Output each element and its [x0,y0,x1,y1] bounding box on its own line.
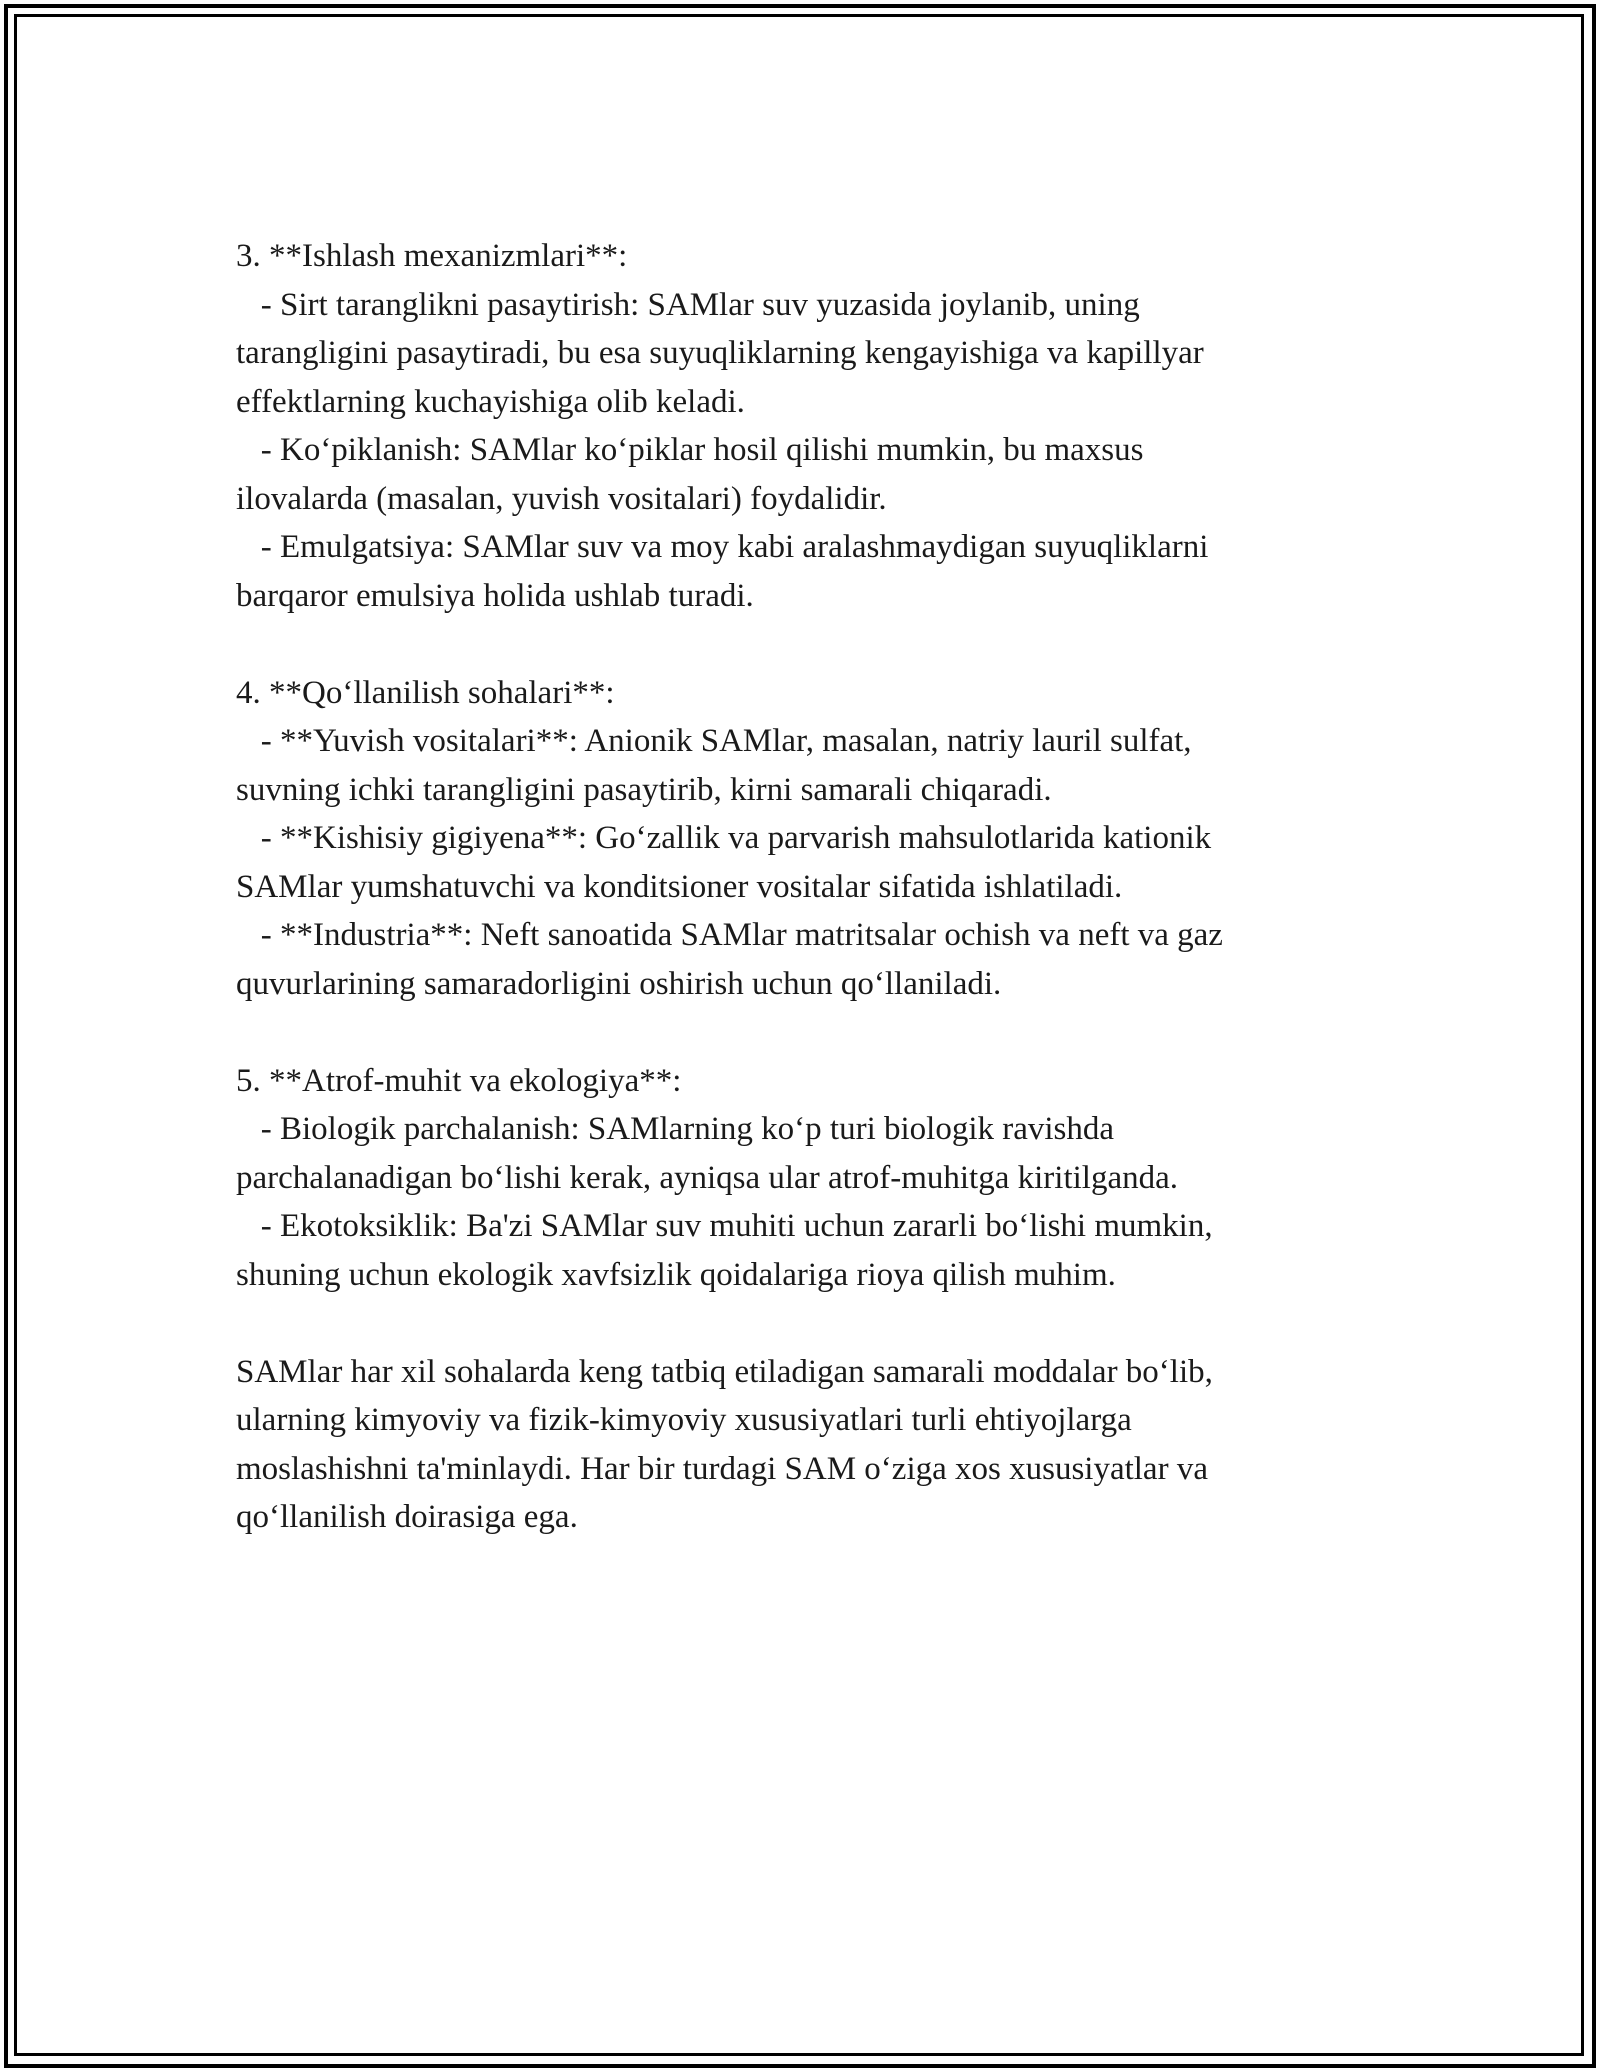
text-line: ularning kimyoviy va fizik-kimyoviy xususiyatlari turli ehtiyojlarga [236,1402,1132,1438]
text-line: SAMlar har xil sohalarda keng tatbiq etiladigan samarali moddalar bo‘lib, [236,1353,1213,1390]
text-line: qo‘llanilish doirasiga ega. [236,1499,578,1535]
document-body [236,232,1376,1542]
text-line: effektlarning kuchayishiga olib keladi. [236,383,745,420]
text-line: barqaror emulsiya holida ushlab turadi. [236,577,754,614]
section-qollanilish-sohalari [236,669,1376,1009]
text-line: moslashishni ta'minlaydi. Har bir turdagi SAM o‘ziga xos xususiyatlar va [236,1450,1208,1487]
section-heading: 3. **Ishlash mexanizmlari**: [236,238,628,274]
text-line: tarangligini pasaytiradi, bu esa suyuqliklarning kengayishiga va kapillyar [236,335,1204,371]
section-heading: 4. **Qo‘llanilish sohalari**: [236,674,615,711]
text-line: suvning ichki tarangligini pasaytirib, kirni samarali chiqaradi. [236,771,1052,808]
text-line: - Sirt taranglikni pasaytirish: SAMlar suv yuzasida joylanib, uning [236,286,1140,323]
text-line: parchalanadigan bo‘lishi kerak, ayniqsa ular atrof-muhitga kiritilganda. [236,1159,1178,1196]
text-line: - **Kishisiy gigiyena**: Go‘zallik va parvarish mahsulotlarida kationik [236,820,1212,856]
text-line: - **Industria**: Neft sanoatida SAMlar matritsalar ochish va neft va gaz [236,917,1223,953]
text-line: shuning uchun ekologik xavfsizlik qoidalariga rioya qilish muhim. [236,1256,1116,1293]
text-line: - Ekotoksiklik: Ba'zi SAMlar suv muhiti uchun zararli bo‘lishi mumkin, [236,1208,1213,1244]
text-line: - Ko‘piklanish: SAMlar ko‘piklar hosil qilishi mumkin, bu maxsus [236,432,1144,468]
text-line: quvurlarining samaradorligini oshirish uchun qo‘llaniladi. [236,965,1002,1002]
text-line: SAMlar yumshatuvchi va konditsioner vositalar sifatida ishlatiladi. [236,868,1123,905]
text-line: - Biologik parchalanish: SAMlarning ko‘p turi biologik ravishda [236,1111,1115,1147]
section-conclusion [236,1348,1376,1542]
text-line: - **Yuvish vositalari**: Anionik SAMlar, masalan, natriy lauril sulfat, [236,723,1192,759]
section-atrof-muhit [236,1057,1376,1300]
section-ishlash-mexanizmlari [236,232,1376,620]
section-heading: 5. **Atrof-muhit va ekologiya**: [236,1062,682,1099]
text-line: ilovalarda (masalan, yuvish vositalari) foydalidir. [236,480,887,517]
text-line: - Emulgatsiya: SAMlar suv va moy kabi aralashmaydigan suyuqliklarni [236,529,1209,565]
